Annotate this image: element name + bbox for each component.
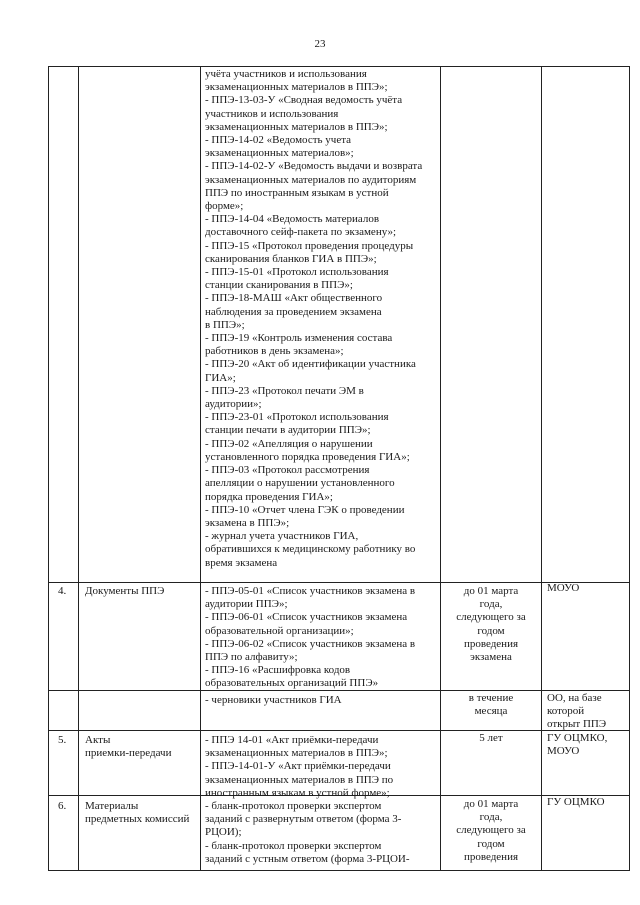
row-4-responsible: МОУО [547,582,580,594]
row-5-responsible: ГУ ОЦМКО, МОУО [547,732,608,758]
row-4-number: 4. [58,585,67,597]
row-6-name: Материалы предметных комиссий [85,800,190,826]
row-5-name: Акты приемки-передачи [85,734,172,760]
row-4b-responsible: ОО, на базе которой открыт ППЭ [547,692,607,731]
row-4b-description: - черновики участников ГИА [205,694,342,706]
page-number: 23 [314,38,326,50]
row-4-description: - ППЭ-05-01 «Список участников экзамена в аудитории ППЭ»; - ППЭ-06-01 «Список участников экзамена образовательной организации»; - ППЭ-06-02 «Список участников экзамена в ППЭ по алфавиту»; - ППЭ-16 «Расшифровка кодов образовательных организаций ППЭ» [205,585,416,690]
row-5-description: - ППЭ 14-01 «Акт приёмки-передачи экзаменационных материалов в ППЭ»; - ППЭ-14-01-У «Акт приёмки-передачи экзаменационных материалов в ППЭ по иностранным языкам в устной форме»; [205,734,394,799]
row-5-number: 5. [58,734,67,746]
row-5-storage-term: 5 лет [479,732,503,744]
row-6-description: - бланк-протокол проверки экспертом заданий с развернутым ответом (форма 3- РЦОИ); - бланк-протокол проверки экспертом заданий с устным ответом (форма 3-РЦОИ- [205,800,410,865]
row-4-storage-term: до 01 марта года, следующего за годом проведения экзамена [456,585,526,664]
row-6-number: 6. [58,800,67,812]
row-4b-storage-term: в течение месяца [468,692,514,718]
row-0-description: учёта участников и использования экзаменационных материалов в ППЭ»; - ППЭ-13-03-У «Сводная ведомость учёта участников и использования экзаменационных материалов в ППЭ»; - ППЭ-14-02 «Ведомость учета экзаменационных материалов»; - ППЭ-14-02-У «Ведомость выдачи и возврата экзаменационных материалов по аудиториям ППЭ по иностранным языкам в устной форме»; - ППЭ-14-04 «Ведомость материалов доставочного сейф-пакета по экзамену»; - ППЭ-15 «Протокол проведения процедуры сканирования бланков ГИА в ППЭ»; - ППЭ-15-01 «Протокол использования станции сканирования в ППЭ»; - ППЭ-18-МАШ «Акт общественного наблюдения за проведением экзамена в ППЭ»; - ППЭ-19 «Контроль изменения состава работников в день экзамена»; - ППЭ-20 «Акт об идентификации участника ГИА»; - ППЭ-23 «Протокол печати ЭМ в аудитории»; - ППЭ-23-01 «Протокол использования станции печати в аудитории ППЭ»; - ППЭ-02 «Апелляция о нарушении установленного порядка проведения ГИА»; - ППЭ-03 «Протокол рассмотрения апелляции о нарушении установленного порядка проведения ГИА»; - ППЭ-10 «Отчет члена ГЭК о проведении экзамена в ППЭ»; - журнал учета участников ГИА, обратившихся к медицинскому работнику во время экзамена [205,68,423,569]
row-6-responsible: ГУ ОЦМКО [547,796,605,808]
row-4-name: Документы ППЭ [85,585,165,597]
row-6-storage-term: до 01 марта года, следующего за годом проведения [456,798,526,863]
